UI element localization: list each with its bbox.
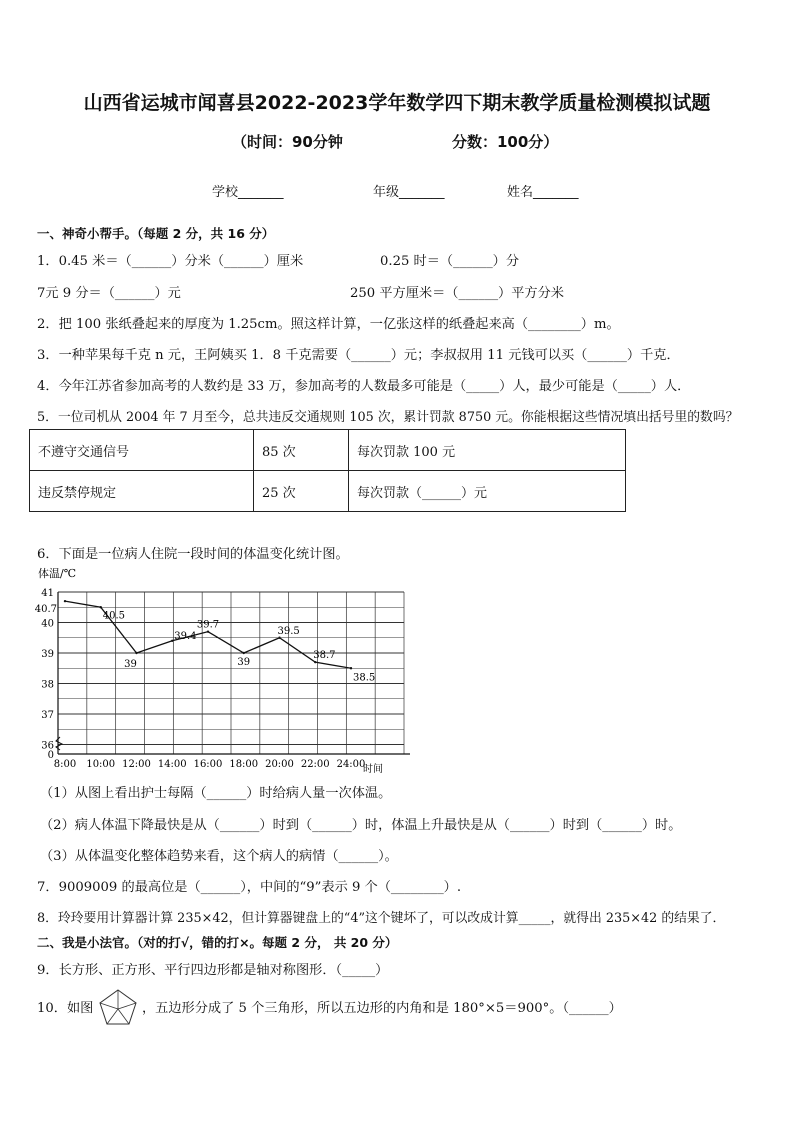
table-cell: 不遵守交通信号 bbox=[30, 430, 254, 471]
pentagon-figure-icon bbox=[96, 987, 140, 1027]
data-point bbox=[207, 630, 209, 632]
point-labels bbox=[35, 600, 376, 683]
y-tick-label: 36 bbox=[41, 740, 54, 752]
question-6: 6．下面是一位病人住院一段时间的体温变化统计图。 bbox=[37, 547, 349, 562]
name-field[interactable]: 姓名_______ bbox=[507, 185, 579, 200]
data-label: 38.5 bbox=[353, 672, 376, 684]
data-label: 39.7 bbox=[196, 619, 220, 631]
data-label: 38.7 bbox=[313, 650, 336, 662]
violation-table bbox=[29, 429, 626, 512]
x-tick-label: 16:00 bbox=[193, 759, 223, 770]
y-tick-label: 38 bbox=[41, 679, 54, 691]
question-10-end: ，五边形分成了 5 个三角形，所以五边形的内角和是 180°×5＝900°。（______） bbox=[142, 1001, 622, 1016]
x-tick-label: 10:00 bbox=[86, 759, 116, 770]
data-point bbox=[350, 667, 352, 669]
y-tick-label: 39 bbox=[41, 649, 54, 660]
page-title: 山西省运城市闻喜县2022-2023学年数学四下期末教学质量检测模拟试题 bbox=[83, 92, 711, 114]
x-tick-label: 18:00 bbox=[229, 759, 259, 770]
question-10-start: 10．如图 bbox=[37, 1001, 94, 1016]
data-point bbox=[64, 600, 66, 602]
y-tick-label: 37 bbox=[41, 710, 54, 721]
x-tick-label: 20:00 bbox=[265, 759, 294, 770]
axis-break-icon bbox=[56, 737, 62, 750]
question-1c: 7元 9 分＝（______）元 bbox=[37, 286, 181, 301]
question-1b: 0.25 时＝（______）分 bbox=[380, 254, 520, 269]
x-tick-label: 22:00 bbox=[300, 759, 330, 770]
data-point bbox=[171, 640, 173, 642]
table-cell: 每次罚款 100 元 bbox=[349, 430, 626, 471]
question-4: 4．今年江苏省参加高考的人数约是 33 万，参加高考的人数最多可能是（_____）人，最少可能是（_____）人． bbox=[37, 379, 691, 394]
temperature-line-chart bbox=[30, 564, 410, 776]
data-label: 40.5 bbox=[102, 610, 126, 622]
section-2-heading: 二、我是小法官。（对的打√，错的打×。每题 2 分， 共 20 分） bbox=[37, 935, 398, 950]
question-6-2: （2）病人体温下降最快是从（______）时到（______）时，体温上升最快是从（______）时到（______）时。 bbox=[40, 818, 682, 833]
x-axis-label: 时间 bbox=[363, 764, 383, 775]
data-label: 40.7 bbox=[34, 604, 57, 616]
question-5: 5．一位司机从 2004 年 7 月至今，总共违反交通规则 105 次，累计罚款 8750 元。你能根据这些情况填出括号里的数吗？ bbox=[37, 410, 739, 425]
question-7: 7．9009009 的最高位是（______），中间的“9”表示 9 个（________）. bbox=[37, 880, 462, 895]
table-row bbox=[30, 430, 626, 471]
x-tick-label: 24:00 bbox=[336, 759, 366, 770]
data-point bbox=[278, 637, 280, 639]
data-label: 39 bbox=[237, 657, 251, 668]
question-8: 8．玲玲要用计算器计算 235×42，但计算器键盘上的“4”这个键坏了，可以改成计算_____，就得出 235×42 的结果了． bbox=[37, 911, 726, 926]
question-1a: 1．0.45 米＝（______）分米（______）厘米 bbox=[37, 254, 304, 269]
data-point bbox=[243, 652, 245, 654]
question-1d: 250 平方厘米＝（______）平方分米 bbox=[350, 286, 564, 301]
question-2: 2．把 100 张纸叠起来的厚度为 1.25cm。照这样计算，一亿张这样的纸叠起来高（________）m。 bbox=[37, 317, 620, 332]
table-cell: 25 次 bbox=[254, 471, 349, 512]
y-tick-label: 41 bbox=[41, 588, 54, 599]
data-point bbox=[135, 652, 137, 654]
table-cell: 违反禁停规定 bbox=[30, 471, 254, 512]
x-tick-labels bbox=[54, 759, 366, 770]
table-row bbox=[30, 471, 626, 512]
table-cell: 85 次 bbox=[254, 430, 349, 471]
y-tick-label: 40 bbox=[41, 618, 54, 630]
section-1-heading: 一、神奇小帮手。（每题 2 分，共 16 分） bbox=[37, 226, 275, 241]
grade-field[interactable]: 年级_______ bbox=[373, 185, 445, 200]
data-label: 39 bbox=[124, 659, 137, 670]
x-tick-label: 12:00 bbox=[122, 759, 151, 770]
question-6-1: （1）从图上看出护士每隔（______）时给病人量一次体温。 bbox=[40, 786, 392, 801]
y-axis-label: 体温/℃ bbox=[38, 567, 77, 580]
x-tick-label: 8:00 bbox=[53, 759, 77, 770]
table-cell: 每次罚款（______）元 bbox=[349, 471, 626, 512]
time-label: （时间：90分钟 bbox=[232, 133, 343, 151]
question-3: 3．一种苹果每千克 n 元，王阿姨买 1．8 千克需要（______）元；李叔叔用 11 元钱可以买（______）千克． bbox=[37, 348, 680, 363]
x-tick-label: 14:00 bbox=[157, 759, 187, 770]
data-point bbox=[314, 661, 316, 663]
score-label: 分数：100分） bbox=[452, 133, 559, 151]
data-label: 39.4 bbox=[174, 630, 197, 642]
data-point bbox=[100, 606, 102, 608]
school-field[interactable]: 学校_______ bbox=[212, 185, 284, 200]
data-label: 39.5 bbox=[277, 625, 300, 637]
question-9: 9．长方形、正方形、平行四边形都是轴对称图形．（_____） bbox=[37, 963, 389, 978]
y-tick-label: 0 bbox=[47, 750, 54, 761]
question-6-3: （3）从体温变化整体趋势来看，这个病人的病情（______）。 bbox=[40, 849, 398, 864]
